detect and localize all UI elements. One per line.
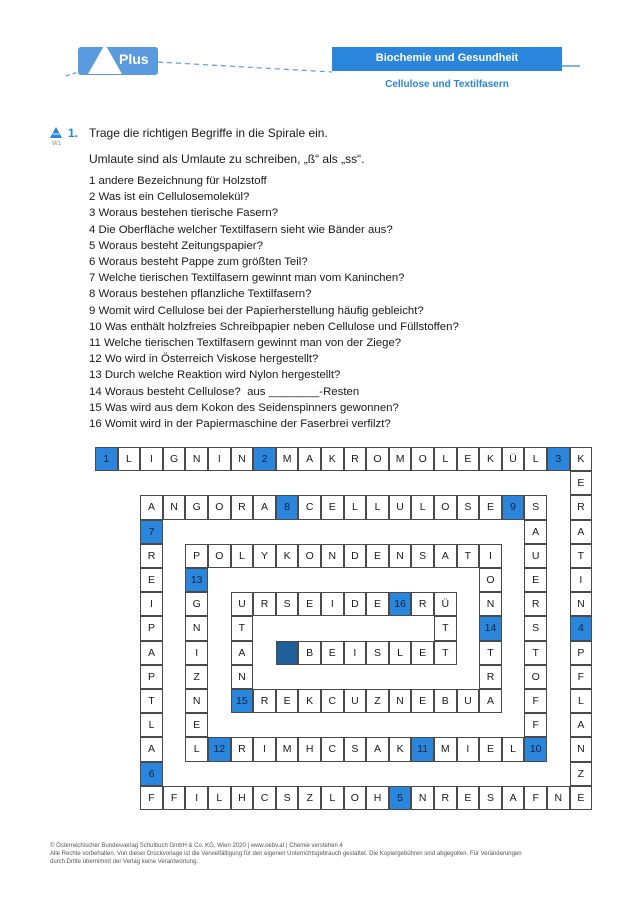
grid-letter-cell[interactable]: K bbox=[298, 689, 321, 713]
grid-letter-cell[interactable]: O bbox=[434, 495, 457, 519]
grid-letter-cell[interactable]: I bbox=[321, 592, 344, 616]
grid-letter-cell[interactable]: O bbox=[366, 447, 389, 471]
grid-letter-cell[interactable]: N bbox=[547, 786, 570, 810]
grid-letter-cell[interactable]: L bbox=[524, 447, 547, 471]
clue-item: 12 Wo wird in Österreich Viskose hergestellt? bbox=[89, 353, 319, 366]
grid-letter-cell[interactable]: B bbox=[298, 641, 321, 665]
grid-letter-cell[interactable]: E bbox=[570, 786, 593, 810]
grid-letter-cell[interactable]: S bbox=[479, 786, 502, 810]
grid-letter-cell[interactable]: Z bbox=[366, 689, 389, 713]
grid-letter-cell[interactable]: N bbox=[570, 737, 593, 761]
grid-letter-cell[interactable]: E bbox=[366, 592, 389, 616]
grid-number-cell[interactable]: 10 bbox=[524, 737, 547, 761]
grid-letter-cell[interactable]: E bbox=[298, 592, 321, 616]
grid-letter-cell[interactable]: O bbox=[344, 786, 367, 810]
grid-letter-cell[interactable]: A bbox=[253, 495, 276, 519]
level-triangle-icon bbox=[50, 127, 62, 138]
grid-letter-cell[interactable]: F bbox=[163, 786, 186, 810]
grid-letter-cell[interactable]: P bbox=[140, 616, 163, 640]
grid-letter-cell[interactable]: R bbox=[570, 495, 593, 519]
grid-letter-cell[interactable]: I bbox=[185, 786, 208, 810]
clue-item: 15 Was wird aus dem Kokon des Seidenspinners gewonnen? bbox=[89, 401, 399, 414]
grid-letter-cell[interactable]: N bbox=[231, 665, 254, 689]
grid-letter-cell[interactable]: E bbox=[570, 471, 593, 495]
grid-letter-cell[interactable]: T bbox=[457, 544, 480, 568]
grid-letter-cell[interactable]: A bbox=[298, 447, 321, 471]
grid-letter-cell[interactable]: R bbox=[344, 447, 367, 471]
grid-number-cell[interactable]: 5 bbox=[389, 786, 412, 810]
grid-number-cell[interactable]: 14 bbox=[479, 616, 502, 640]
grid-letter-cell[interactable]: L bbox=[208, 786, 231, 810]
grid-letter-cell[interactable]: L bbox=[389, 641, 412, 665]
grid-letter-cell[interactable]: C bbox=[253, 786, 276, 810]
grid-letter-cell[interactable]: L bbox=[411, 495, 434, 519]
clue-item: 8 Woraus bestehen pflanzliche Textilfasern? bbox=[89, 288, 312, 301]
grid-number-cell[interactable]: 3 bbox=[547, 447, 570, 471]
grid-letter-cell[interactable]: H bbox=[366, 786, 389, 810]
clue-item: 14 Woraus besteht Cellulose? aus ________-Resten bbox=[89, 385, 360, 398]
grid-letter-cell[interactable]: E bbox=[366, 544, 389, 568]
footer-copyright: © Österreichischer Bundesverlag Schulbuch GmbH & Co. KG, Wien 2020 | www.oebv.at | Chemie verstehen 4 bbox=[50, 843, 343, 849]
grid-letter-cell[interactable]: P bbox=[185, 544, 208, 568]
grid-number-cell[interactable]: 12 bbox=[208, 737, 231, 761]
grid-letter-cell[interactable]: T bbox=[570, 544, 593, 568]
grid-letter-cell[interactable]: E bbox=[276, 689, 299, 713]
grid-letter-cell[interactable]: E bbox=[479, 737, 502, 761]
grid-letter-cell[interactable]: S bbox=[366, 641, 389, 665]
grid-letter-cell[interactable]: R bbox=[434, 786, 457, 810]
grid-letter-cell[interactable]: P bbox=[140, 665, 163, 689]
grid-letter-cell[interactable]: M bbox=[434, 737, 457, 761]
grid-letter-cell[interactable]: S bbox=[457, 495, 480, 519]
grid-letter-cell[interactable]: R bbox=[231, 495, 254, 519]
grid-letter-cell[interactable]: S bbox=[524, 495, 547, 519]
grid-letter-cell[interactable]: A bbox=[231, 641, 254, 665]
grid-letter-cell[interactable]: R bbox=[140, 544, 163, 568]
grid-letter-cell[interactable]: R bbox=[253, 592, 276, 616]
grid-letter-cell[interactable]: A bbox=[140, 737, 163, 761]
grid-letter-cell[interactable]: E bbox=[411, 689, 434, 713]
grid-letter-cell[interactable]: E bbox=[479, 495, 502, 519]
grid-letter-cell[interactable]: L bbox=[185, 737, 208, 761]
clue-item: 6 Woraus besteht Pappe zum größten Teil? bbox=[89, 256, 308, 269]
grid-letter-cell[interactable]: I bbox=[208, 447, 231, 471]
grid-letter-cell[interactable]: M bbox=[389, 447, 412, 471]
grid-letter-cell[interactable]: A bbox=[524, 520, 547, 544]
grid-letter-cell[interactable]: U bbox=[231, 592, 254, 616]
grid-letter-cell[interactable]: C bbox=[321, 689, 344, 713]
grid-number-cell[interactable]: 16 bbox=[389, 592, 412, 616]
grid-letter-cell[interactable]: L bbox=[570, 689, 593, 713]
grid-number-cell[interactable]: 2 bbox=[253, 447, 276, 471]
task-title: Trage die richtigen Begriffe in die Spirale ein. bbox=[89, 126, 328, 140]
grid-letter-cell[interactable]: T bbox=[140, 689, 163, 713]
grid-letter-cell[interactable]: O bbox=[298, 544, 321, 568]
grid-letter-cell[interactable]: F bbox=[524, 786, 547, 810]
grid-number-cell[interactable]: 8 bbox=[276, 495, 299, 519]
subject-title: Biochemie und Gesundheit bbox=[375, 52, 519, 64]
grid-letter-cell[interactable]: D bbox=[344, 592, 367, 616]
task-number: 1. bbox=[68, 126, 79, 140]
grid-letter-cell[interactable]: R bbox=[479, 665, 502, 689]
grid-letter-cell[interactable]: O bbox=[524, 665, 547, 689]
grid-letter-cell[interactable]: K bbox=[321, 447, 344, 471]
grid-letter-cell[interactable]: N bbox=[479, 592, 502, 616]
clue-item: 5 Woraus besteht Zeitungspapier? bbox=[89, 239, 263, 252]
grid-letter-cell[interactable]: S bbox=[344, 737, 367, 761]
grid-letter-cell[interactable]: R bbox=[253, 689, 276, 713]
clue-item: 2 Was ist ein Cellulosemolekül? bbox=[89, 191, 250, 204]
logo-triangle-icon bbox=[88, 44, 122, 74]
grid-letter-cell[interactable]: A bbox=[366, 737, 389, 761]
grid-letter-cell[interactable]: L bbox=[118, 447, 141, 471]
grid-letter-cell[interactable]: I bbox=[185, 641, 208, 665]
grid-letter-cell[interactable]: A bbox=[434, 544, 457, 568]
grid-letter-cell[interactable]: K bbox=[479, 447, 502, 471]
grid-letter-cell[interactable]: L bbox=[344, 495, 367, 519]
grid-letter-cell[interactable]: N bbox=[185, 616, 208, 640]
grid-letter-cell[interactable]: Z bbox=[298, 786, 321, 810]
grid-number-cell[interactable]: 11 bbox=[411, 737, 434, 761]
grid-letter-cell[interactable]: K bbox=[276, 544, 299, 568]
clue-item: 10 Was enthält holzfreies Schreibpapier neben Cellulose und Füllstoffen? bbox=[89, 320, 459, 333]
grid-letter-cell[interactable]: T bbox=[434, 616, 457, 640]
grid-letter-cell[interactable]: E bbox=[321, 641, 344, 665]
grid-letter-cell[interactable]: B bbox=[434, 689, 457, 713]
grid-number-cell[interactable]: 7 bbox=[140, 520, 163, 544]
grid-letter-cell[interactable]: K bbox=[389, 737, 412, 761]
grid-letter-cell[interactable]: L bbox=[366, 495, 389, 519]
grid-letter-cell[interactable]: F bbox=[524, 689, 547, 713]
grid-letter-cell[interactable]: Y bbox=[253, 544, 276, 568]
grid-letter-cell[interactable]: E bbox=[524, 568, 547, 592]
grid-number-cell[interactable]: 9 bbox=[502, 495, 525, 519]
grid-letter-cell[interactable]: I bbox=[457, 737, 480, 761]
grid-letter-cell[interactable]: T bbox=[231, 616, 254, 640]
grid-letter-cell[interactable]: G bbox=[185, 495, 208, 519]
grid-letter-cell[interactable]: Z bbox=[570, 762, 593, 786]
logo-text: Plus bbox=[119, 51, 149, 67]
grid-letter-cell[interactable]: O bbox=[411, 447, 434, 471]
grid-letter-cell[interactable]: I bbox=[140, 592, 163, 616]
grid-letter-cell[interactable]: E bbox=[411, 641, 434, 665]
grid-letter-cell[interactable]: N bbox=[185, 447, 208, 471]
grid-letter-cell[interactable]: M bbox=[276, 447, 299, 471]
grid-letter-cell[interactable]: G bbox=[163, 447, 186, 471]
footer-disclaimer: durch Dritte übernimmt der Verlag keine Verantwortung. bbox=[50, 859, 199, 865]
grid-letter-cell[interactable]: N bbox=[231, 447, 254, 471]
grid-letter-cell[interactable]: M bbox=[276, 737, 299, 761]
grid-letter-cell[interactable]: N bbox=[185, 689, 208, 713]
grid-number-cell[interactable]: 15 bbox=[231, 689, 254, 713]
grid-letter-cell[interactable]: H bbox=[298, 737, 321, 761]
grid-letter-cell[interactable]: H bbox=[231, 786, 254, 810]
grid-letter-cell[interactable]: A bbox=[502, 786, 525, 810]
grid-number-cell[interactable]: 6 bbox=[140, 762, 163, 786]
clue-item: 7 Welche tierischen Textilfasern gewinnt man vom Kaninchen? bbox=[89, 272, 405, 285]
grid-letter-cell[interactable]: U bbox=[389, 495, 412, 519]
grid-letter-cell[interactable]: E bbox=[457, 447, 480, 471]
grid-letter-cell[interactable]: Ü bbox=[434, 592, 457, 616]
clue-item: 11 Welche tierischen Textilfasern gewinnt man von der Ziege? bbox=[89, 337, 402, 350]
grid-letter-cell[interactable]: E bbox=[457, 786, 480, 810]
grid-letter-cell[interactable]: D bbox=[344, 544, 367, 568]
grid-number-cell[interactable]: 1 bbox=[95, 447, 118, 471]
grid-letter-cell[interactable]: I bbox=[140, 447, 163, 471]
grid-number-cell[interactable]: 4 bbox=[570, 616, 593, 640]
grid-letter-cell[interactable]: R bbox=[231, 737, 254, 761]
grid-letter-cell[interactable]: N bbox=[570, 592, 593, 616]
clue-item: 1 andere Bezeichnung für Holzstoff bbox=[89, 175, 267, 187]
grid-letter-cell[interactable]: A bbox=[570, 520, 593, 544]
grid-letter-cell[interactable]: S bbox=[276, 786, 299, 810]
clue-list bbox=[89, 173, 459, 432]
grid-letter-cell[interactable]: T bbox=[524, 641, 547, 665]
topic-title: Cellulose und Textilfasern bbox=[385, 79, 509, 90]
grid-letter-cell[interactable]: S bbox=[411, 544, 434, 568]
grid-letter-cell[interactable]: Ü bbox=[502, 447, 525, 471]
grid-letter-cell[interactable]: L bbox=[231, 544, 254, 568]
grid-letter-cell[interactable]: A bbox=[570, 713, 593, 737]
grid-letter-cell[interactable]: F bbox=[524, 713, 547, 737]
grid-letter-cell[interactable]: T bbox=[434, 641, 457, 665]
grid-blank-cell[interactable] bbox=[276, 641, 299, 665]
grid-letter-cell[interactable]: U bbox=[344, 689, 367, 713]
grid-letter-cell[interactable]: S bbox=[524, 616, 547, 640]
grid-letter-cell[interactable]: E bbox=[140, 568, 163, 592]
grid-letter-cell[interactable]: F bbox=[140, 786, 163, 810]
grid-letter-cell[interactable]: N bbox=[321, 544, 344, 568]
grid-letter-cell[interactable]: O bbox=[208, 495, 231, 519]
grid-letter-cell[interactable]: G bbox=[185, 592, 208, 616]
grid-letter-cell[interactable]: I bbox=[570, 568, 593, 592]
grid-letter-cell[interactable]: O bbox=[208, 544, 231, 568]
clue-item: 3 Woraus bestehen tierische Fasern? bbox=[89, 207, 279, 220]
task-level: W1 bbox=[52, 141, 61, 147]
grid-letter-cell[interactable]: A bbox=[479, 689, 502, 713]
clue-item: 13 Durch welche Reaktion wird Nylon hergestellt? bbox=[89, 369, 341, 382]
grid-letter-cell[interactable]: P bbox=[570, 641, 593, 665]
grid-letter-cell[interactable]: N bbox=[163, 495, 186, 519]
grid-letter-cell[interactable]: I bbox=[344, 641, 367, 665]
grid-letter-cell[interactable]: Z bbox=[185, 665, 208, 689]
grid-letter-cell[interactable]: E bbox=[185, 713, 208, 737]
grid-number-cell[interactable]: 13 bbox=[185, 568, 208, 592]
grid-letter-cell[interactable]: I bbox=[253, 737, 276, 761]
grid-letter-cell[interactable]: R bbox=[524, 592, 547, 616]
grid-letter-cell[interactable]: C bbox=[321, 737, 344, 761]
grid-letter-cell[interactable]: N bbox=[389, 544, 412, 568]
grid-letter-cell[interactable]: A bbox=[140, 641, 163, 665]
grid-letter-cell[interactable]: T bbox=[479, 641, 502, 665]
task-note: Umlaute sind als Umlaute zu schreiben, „ß“ als „ss“. bbox=[89, 152, 365, 166]
grid-letter-cell[interactable]: C bbox=[298, 495, 321, 519]
grid-letter-cell[interactable]: L bbox=[321, 786, 344, 810]
grid-letter-cell[interactable]: F bbox=[570, 665, 593, 689]
grid-letter-cell[interactable]: N bbox=[389, 689, 412, 713]
grid-letter-cell[interactable]: R bbox=[411, 592, 434, 616]
grid-letter-cell[interactable]: O bbox=[479, 568, 502, 592]
clue-item: 9 Womit wird Cellulose bei der Papierherstellung häufig gebleicht? bbox=[89, 304, 424, 317]
grid-letter-cell[interactable]: N bbox=[411, 786, 434, 810]
grid-letter-cell[interactable]: U bbox=[457, 689, 480, 713]
grid-letter-cell[interactable]: E bbox=[321, 495, 344, 519]
grid-letter-cell[interactable]: L bbox=[434, 447, 457, 471]
clue-item: 4 Die Oberfläche welcher Textilfasern sieht wie Bänder aus? bbox=[89, 223, 393, 236]
grid-letter-cell[interactable]: L bbox=[140, 713, 163, 737]
grid-letter-cell[interactable]: A bbox=[140, 495, 163, 519]
footer-rights: Alle Rechte vorbehalten. Von dieser Druckvorlage ist die Vervielfältigung für den eigenen Unterrichtsgebrauch gestattet. Die Kopiergebühren sind abgegolten. Für Veränderungen bbox=[50, 851, 522, 857]
grid-letter-cell[interactable]: K bbox=[570, 447, 593, 471]
grid-letter-cell[interactable]: S bbox=[276, 592, 299, 616]
grid-letter-cell[interactable]: L bbox=[502, 737, 525, 761]
footer bbox=[50, 842, 580, 866]
grid-letter-cell[interactable]: U bbox=[524, 544, 547, 568]
grid-letter-cell[interactable]: I bbox=[479, 544, 502, 568]
clue-item: 16 Womit wird in der Papiermaschine der Faserbrei verfilzt? bbox=[89, 418, 391, 431]
